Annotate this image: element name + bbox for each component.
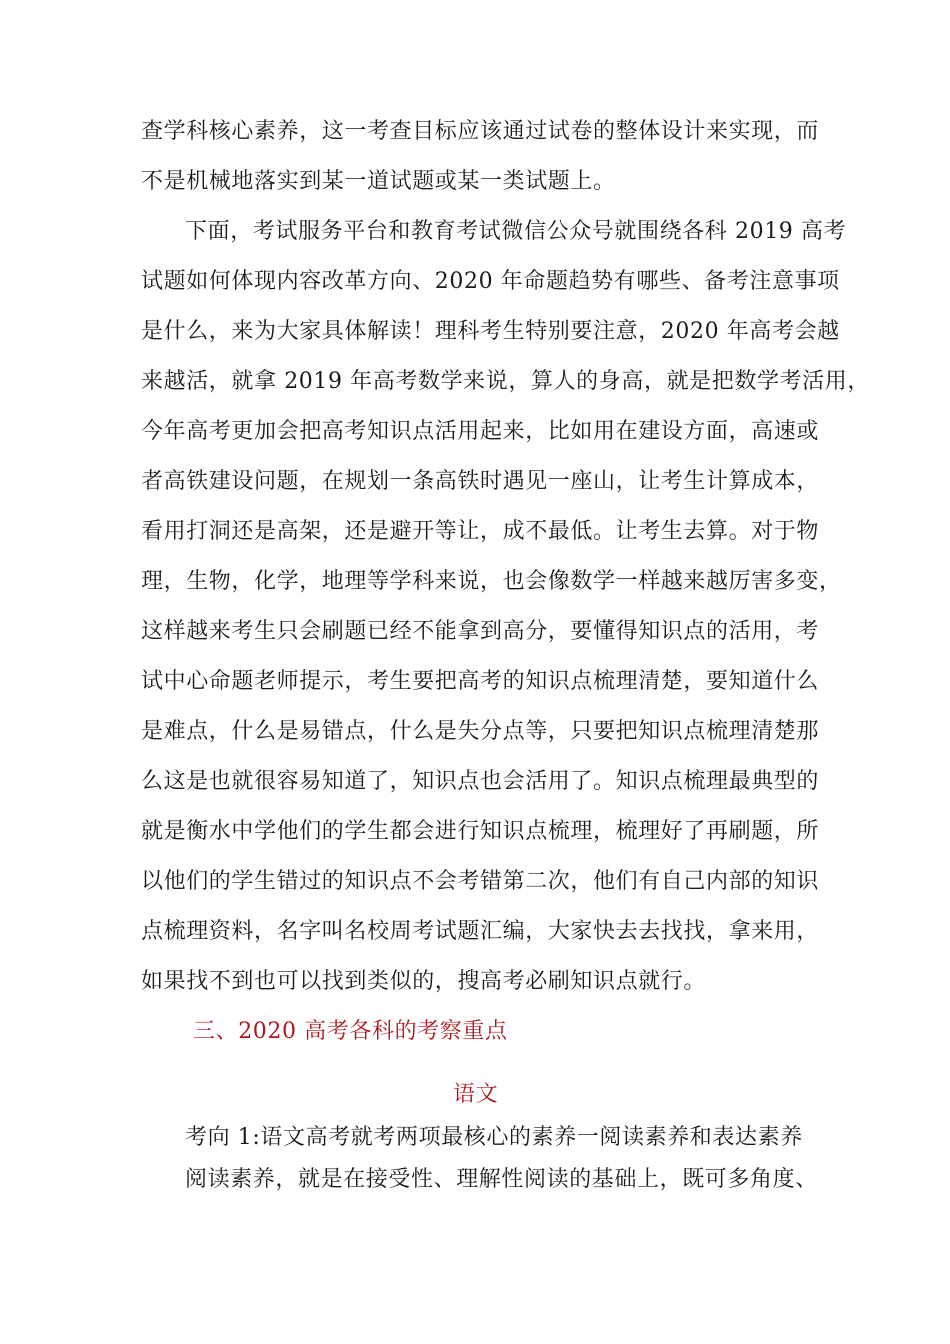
paragraph-2-line-10: 试中心命题老师提示，考生要把高考的知识点梳理清楚，要知道什么 xyxy=(141,669,820,694)
paragraph-2-line-16: 如果找不到也可以找到类似的，搜高考必刷知识点就行。 xyxy=(141,969,707,994)
paragraph-2-line-8: 理，生物，化学，地理等学科来说，也会像数学一样越来越厉害多变， xyxy=(141,569,842,594)
paragraph-2-line-1: 下面，考试服务平台和教育考试微信公众号就围绕各科 2019 高考 xyxy=(185,219,847,244)
paragraph-2-line-5: 今年高考更加会把高考知识点活用起来，比如用在建设方面，高速或 xyxy=(141,419,820,444)
paragraph-1-line-1: 查学科核心素养，这一考查目标应该通过试卷的整体设计来实现，而 xyxy=(141,119,820,144)
paragraph-2-line-13: 就是衡水中学他们的学生都会进行知识点梳理，梳理好了再刷题，所 xyxy=(141,819,820,844)
section-heading: 三、2020 高考各科的考察重点 xyxy=(193,1019,508,1044)
paragraph-2-line-12: 么这是也就很容易知道了，知识点也会活用了。知识点梳理最典型的 xyxy=(141,769,820,794)
paragraph-2-line-2: 试题如何体现内容改革方向、2020 年命题趋势有哪些、备考注意事项 xyxy=(141,269,840,294)
paragraph-2-line-3: 是什么，来为大家具体解读！理科考生特别要注意，2020 年高考会越 xyxy=(141,319,840,344)
paragraph-2-line-7: 看用打洞还是高架，还是避开等让，成不最低。让考生去算。对于物 xyxy=(141,519,820,544)
paragraph-1-line-2: 不是机械地落实到某一道试题或某一类试题上。 xyxy=(141,169,616,194)
paragraph-2-line-9: 这样越来考生只会刷题已经不能拿到高分，要懂得知识点的活用，考 xyxy=(141,619,820,644)
item-line-2: 阅读素养，就是在接受性、理解性阅读的基础上，既可多角度、 xyxy=(185,1167,818,1192)
paragraph-2-line-14: 以他们的学生错过的知识点不会考错第二次，他们有自己内部的知识 xyxy=(141,869,820,894)
item-line-1: 考向 1:语文高考就考两项最核心的素养一阅读素养和表达素养 xyxy=(185,1125,803,1150)
paragraph-2-line-4: 来越活，就拿 2019 年高考数学来说，算人的身高，就是把数学考活用， xyxy=(141,369,870,394)
paragraph-2-line-15: 点梳理资料，名字叫名校周考试题汇编，大家快去去找找，拿来用， xyxy=(141,919,820,944)
paragraph-2-line-6: 者高铁建设问题，在规划一条高铁时遇见一座山，让考生计算成本， xyxy=(141,469,820,494)
paragraph-2-line-11: 是难点，什么是易错点，什么是失分点等，只要把知识点梳理清楚那 xyxy=(141,719,820,744)
subject-heading: 语文 xyxy=(453,1082,499,1107)
